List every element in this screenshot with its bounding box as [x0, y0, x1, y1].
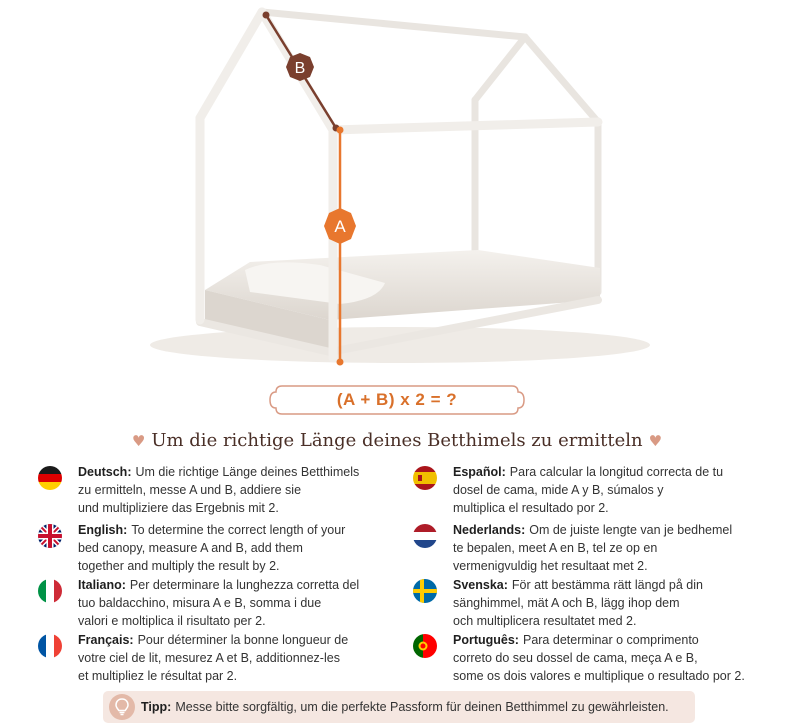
- lang-name: English:: [78, 523, 128, 537]
- it-flag-icon: [38, 579, 62, 603]
- lang-name: Svenska:: [453, 578, 508, 592]
- lang-text: Svenska: För att bestämma rätt längd på din sänghimmel, mät A och B, lägg ihop dem och multiplicera resultatet med 2.: [453, 578, 703, 628]
- pt-flag-icon: [413, 634, 437, 658]
- heart-icon: ♥: [648, 432, 663, 450]
- se-flag-icon: [413, 579, 437, 603]
- tip-label: Tipp:: [141, 700, 172, 714]
- lang-text: Português: Para determinar o comprimento correto do seu dossel de cama, meça A e B, some os dois valores e multiplique o resultado por 2.: [453, 633, 745, 683]
- lang-text: Français: Pour déterminer la bonne longueur de votre ciel de lit, mesurez A et B, additionnez-les et multipliez le résultat par 2.: [78, 633, 349, 683]
- a-marker-label: A: [334, 217, 346, 236]
- tip-message: Messe bitte sorgfältig, um die perfekte Passform für deinen Betthimmel zu gewährleisten.: [175, 700, 669, 714]
- nl-flag-icon: [413, 524, 437, 548]
- de-flag-icon: [38, 466, 62, 490]
- lang-name: Nederlands:: [453, 523, 526, 537]
- lang-text: Italiano: Per determinare la lunghezza corretta del tuo baldacchino, misura A e B, somma i due valori e moltiplica il risultato per 2.: [78, 578, 360, 628]
- lang-text: Español: Para calcular la longitud correcta de tu dosel de cama, mide A y B, súmalos y multiplica el resultado por 2.: [453, 465, 724, 515]
- lang-name: Português:: [453, 633, 519, 647]
- lang-name: Deutsch:: [78, 465, 132, 479]
- fr-flag-icon: [38, 634, 62, 658]
- b-marker-label: B: [294, 60, 306, 77]
- lang-text: English: To determine the correct length of your bed canopy, measure A and B, add them together and multiply the result by 2.: [78, 523, 346, 573]
- headline: [0, 430, 794, 451]
- headline-text: Um die richtige Länge deines Betthimels zu ermitteln: [151, 430, 643, 451]
- formula-banner: [268, 383, 526, 417]
- lightbulb-icon: [109, 694, 135, 720]
- formula-text: (A + B) x 2 = ?: [336, 390, 458, 409]
- lang-name: Español:: [453, 465, 506, 479]
- lang-name: Français:: [78, 633, 134, 647]
- gb-flag-icon: [38, 524, 62, 548]
- heart-icon: ♥: [131, 432, 146, 450]
- tip-text: [141, 691, 669, 723]
- lang-text: Nederlands: Om de juiste lengte van je bedhemel te bepalen, meet A en B, tel ze op en vermenigvuldig het resultaat met 2.: [453, 523, 733, 573]
- es-flag-icon: [413, 466, 437, 490]
- lang-text: Deutsch: Um die richtige Länge deines Betthimels zu ermitteln, messe A und B, addiere sie und multipliziere das Ergebnis mit 2.: [78, 465, 360, 515]
- tip-banner: [103, 691, 695, 723]
- lang-name: Italiano:: [78, 578, 126, 592]
